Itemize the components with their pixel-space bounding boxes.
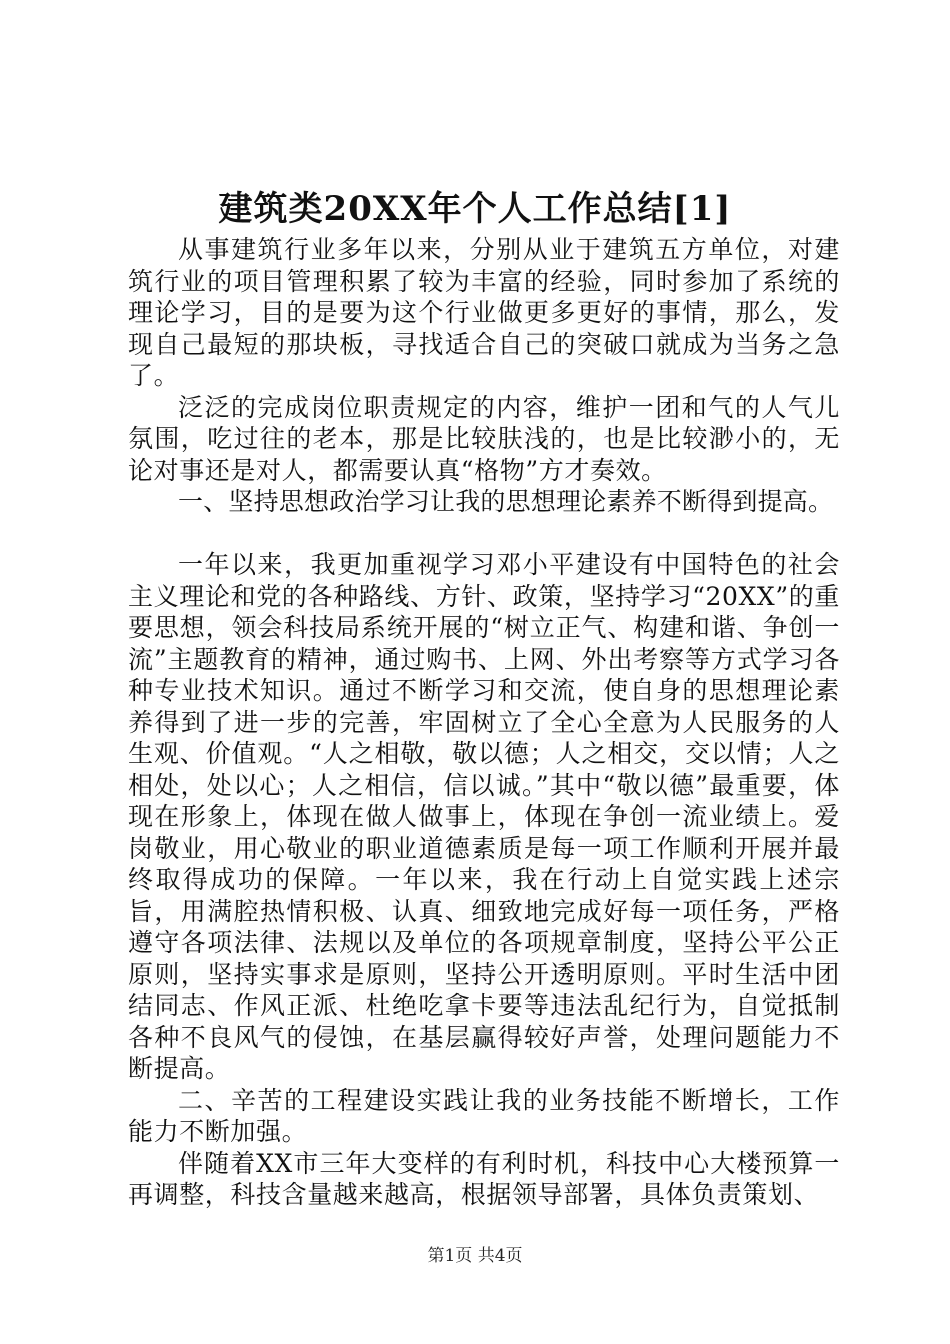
- document-title: 建筑类20XX年个人工作总结[1]: [218, 189, 732, 229]
- page-number-footer: 第1页 共4页: [427, 1246, 523, 1266]
- paragraph: 从事建筑行业多年以来，分别从业于建筑五方单位，对建筑行业的项目管理积累了较为丰富的经验，同时参加了系统的理论学习，目的是要为这个行业做更多更好的事情，那么，发现自己最短的那块板，寻找适合自己的突破口就成为当务之急了。: [128, 235, 840, 390]
- section-heading: 一、坚持思想政治学习让我的思想理论素养不断得到提高。: [178, 487, 834, 516]
- paragraph: 一年以来，我更加重视学习邓小平建设有中国特色的社会主义理论和党的各种路线、方针、政策，坚持学习“20XX”的重要思想，领会科技局系统开展的“树立正气、构建和谐、争创一流”主题教育的精神，通过购书、上网、外出考察等方式学习各种专业技术知识。通过不断学习和交流，使自身的思想理论素养得到了进一步的完善，牢固树立了全心全意为人民服务的人生观、价值观。“人之相敬，敬以德；人之相交，交以情；人之相处，处以心；人之相信，信以诚。”其中“敬以德”最重要，体现在形象上，体现在做人做事上，体现在争创一流业绩上。爱岗敬业，用心敬业的职业道德素质是每一项工作顺利开展并最终取得成功的保障。一年以来，我在行动上自觉实践上述宗旨，用满腔热情积极、认真、细致地完成好每一项任务，严格遵守各项法律、法规以及单位的各项规章制度，坚持公平公正原则，坚持实事求是原则，坚持公开透明原则。平时生活中团结同志、作风正派、杜绝吃拿卡要等违法乱纪行为，自觉抵制各种不良风气的侵蚀，在基层赢得较好声誉，处理问题能力不断提高。: [128, 550, 840, 1083]
- document-body: [128, 234, 840, 1211]
- section-heading: 二、辛苦的工程建设实践让我的业务技能不断增长，工作能力不断加强。: [128, 1085, 840, 1146]
- paragraph: 伴随着XX市三年大变样的有利时机，科技中心大楼预算一再调整，科技含量越来越高，根据领导部署，具体负责策划、: [128, 1148, 840, 1209]
- blank-line: [128, 518, 840, 550]
- paragraph: 泛泛的完成岗位职责规定的内容，维护一团和气的人气儿氛围，吃过往的老本，那是比较肤浅的，也是比较渺小的，无论对事还是对人，都需要认真“格物”方才奏效。: [128, 392, 840, 485]
